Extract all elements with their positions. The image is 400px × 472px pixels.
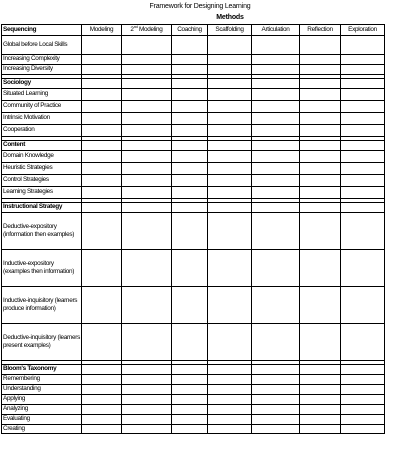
table-cell[interactable]	[208, 375, 252, 385]
column-header-articulation: Articulation	[252, 25, 300, 36]
table-cell[interactable]	[122, 324, 172, 361]
table-cell[interactable]	[252, 395, 300, 405]
row-label: Evaluating	[2, 415, 82, 425]
table-cell[interactable]	[122, 187, 172, 199]
table-cell[interactable]	[252, 415, 300, 425]
table-cell[interactable]	[341, 375, 385, 385]
table-row	[2, 250, 385, 287]
table-cell[interactable]	[208, 175, 252, 187]
table-cell[interactable]	[122, 79, 172, 89]
table-cell[interactable]	[341, 163, 385, 175]
table-cell[interactable]	[300, 141, 341, 151]
section-label-instructional-strategy: Instructional Strategy	[2, 203, 82, 213]
table-cell[interactable]	[82, 65, 122, 75]
table-cell[interactable]	[252, 151, 300, 163]
table-cell[interactable]	[208, 113, 252, 125]
column-header-second-modeling	[122, 25, 172, 36]
table-cell[interactable]	[252, 89, 300, 101]
table-cell[interactable]	[208, 415, 252, 425]
table-cell[interactable]	[341, 89, 385, 101]
table-header-row	[2, 25, 385, 36]
table-cell[interactable]	[341, 395, 385, 405]
column-header-second-modeling-sup: nd	[133, 24, 138, 29]
table-cell[interactable]	[122, 365, 172, 375]
column-header-second-modeling-label: Modeling	[137, 25, 163, 33]
table-cell[interactable]	[252, 163, 300, 175]
table-row	[2, 213, 385, 250]
table-cell[interactable]	[300, 395, 341, 405]
table-row	[2, 187, 385, 199]
table-cell[interactable]	[252, 324, 300, 361]
table-cell[interactable]	[122, 55, 172, 65]
table-cell[interactable]	[300, 415, 341, 425]
table-cell[interactable]	[82, 385, 122, 395]
table-cell[interactable]	[82, 365, 122, 375]
table-cell[interactable]	[341, 113, 385, 125]
row-label: Control Strategies	[2, 175, 82, 187]
column-header-second-modeling-prefix: 2	[130, 25, 134, 33]
table-cell[interactable]	[252, 385, 300, 395]
table-cell[interactable]	[82, 125, 122, 137]
table-row	[2, 287, 385, 324]
table-cell[interactable]	[122, 250, 172, 287]
table-cell[interactable]	[341, 415, 385, 425]
framework-table	[1, 24, 385, 434]
table-cell[interactable]	[341, 151, 385, 163]
table-cell[interactable]	[252, 250, 300, 287]
table-cell[interactable]	[172, 187, 208, 199]
table-cell[interactable]	[122, 89, 172, 101]
table-cell[interactable]	[122, 425, 172, 434]
table-cell[interactable]	[82, 213, 122, 250]
table-cell[interactable]	[300, 213, 341, 250]
section-header-row-content	[2, 141, 385, 151]
section-header-row-sociology	[2, 79, 385, 89]
table-cell[interactable]	[252, 101, 300, 113]
row-label: Deductive-inquisitory (learners present examples)	[2, 324, 82, 361]
table-row	[2, 151, 385, 163]
column-header-exploration: Exploration	[341, 25, 385, 36]
table-cell[interactable]	[252, 79, 300, 89]
table-cell[interactable]	[300, 375, 341, 385]
table-cell[interactable]	[82, 375, 122, 385]
table-cell[interactable]	[172, 151, 208, 163]
table-cell[interactable]	[208, 101, 252, 113]
table-cell[interactable]	[172, 79, 208, 89]
table-cell[interactable]	[82, 187, 122, 199]
table-cell[interactable]	[300, 101, 341, 113]
section-header-row-blooms-taxonomy	[2, 365, 385, 375]
row-label: Inductive-expository (examples then information)	[2, 250, 82, 287]
table-cell[interactable]	[252, 405, 300, 415]
table-cell[interactable]	[252, 213, 300, 250]
table-cell[interactable]	[172, 250, 208, 287]
row-label: Understanding	[2, 385, 82, 395]
table-cell[interactable]	[82, 163, 122, 175]
table-cell[interactable]	[300, 89, 341, 101]
table-cell[interactable]	[82, 395, 122, 405]
table-cell[interactable]	[208, 213, 252, 250]
table-cell[interactable]	[208, 395, 252, 405]
table-cell[interactable]	[208, 425, 252, 434]
table-cell[interactable]	[122, 101, 172, 113]
table-cell[interactable]	[341, 287, 385, 324]
table-cell[interactable]	[208, 385, 252, 395]
table-cell[interactable]	[172, 375, 208, 385]
table-cell[interactable]	[172, 425, 208, 434]
table-cell[interactable]	[208, 55, 252, 65]
table-cell[interactable]	[172, 89, 208, 101]
row-label: Domain Knowledge	[2, 151, 82, 163]
table-cell[interactable]	[82, 324, 122, 361]
table-cell[interactable]	[341, 405, 385, 415]
table-cell[interactable]	[172, 287, 208, 324]
row-label: Situated Learning	[2, 89, 82, 101]
table-cell[interactable]	[172, 395, 208, 405]
table-cell[interactable]	[82, 405, 122, 415]
row-label: Deductive-expository (information then examples)	[2, 213, 82, 250]
table-cell[interactable]	[341, 187, 385, 199]
row-label: Intrinsic Motivation	[2, 113, 82, 125]
table-cell[interactable]	[122, 375, 172, 385]
table-cell[interactable]	[300, 113, 341, 125]
table-cell[interactable]	[82, 101, 122, 113]
table-cell[interactable]	[252, 287, 300, 324]
row-label: Remembering	[2, 375, 82, 385]
table-cell[interactable]	[82, 36, 122, 55]
table-row	[2, 65, 385, 75]
table-cell[interactable]	[208, 36, 252, 55]
row-label: Creating	[2, 425, 82, 434]
table-cell[interactable]	[300, 79, 341, 89]
table-row	[2, 101, 385, 113]
table-cell[interactable]	[341, 250, 385, 287]
column-header-coaching: Coaching	[172, 25, 208, 36]
table-cell[interactable]	[172, 101, 208, 113]
table-row	[2, 385, 385, 395]
table-cell[interactable]	[341, 365, 385, 375]
table-cell[interactable]	[208, 187, 252, 199]
table-cell[interactable]	[172, 324, 208, 361]
document-title: Framework for Designing Learning	[149, 3, 251, 10]
table-cell[interactable]	[341, 425, 385, 434]
table-cell[interactable]	[172, 175, 208, 187]
table-cell[interactable]	[208, 79, 252, 89]
row-label: Learning Strategies	[2, 187, 82, 199]
table-cell[interactable]	[341, 324, 385, 361]
row-label: Community of Practice	[2, 101, 82, 113]
row-label: Heuristic Strategies	[2, 163, 82, 175]
table-row	[2, 175, 385, 187]
table-row	[2, 163, 385, 175]
table-row	[2, 405, 385, 415]
table-cell[interactable]	[341, 385, 385, 395]
table-cell[interactable]	[122, 175, 172, 187]
table-cell[interactable]	[122, 385, 172, 395]
table-cell[interactable]	[300, 55, 341, 65]
table-cell[interactable]	[172, 36, 208, 55]
table-cell[interactable]	[82, 151, 122, 163]
table-cell[interactable]	[122, 405, 172, 415]
table-cell[interactable]	[208, 151, 252, 163]
table-cell[interactable]	[300, 125, 341, 137]
table-cell[interactable]	[122, 141, 172, 151]
column-header-reflection: Reflection	[300, 25, 341, 36]
row-label: Global before Local Skills	[2, 36, 82, 55]
table-cell[interactable]	[252, 55, 300, 65]
table-cell[interactable]	[82, 141, 122, 151]
table-cell[interactable]	[172, 163, 208, 175]
table-cell[interactable]	[122, 113, 172, 125]
table-row	[2, 324, 385, 361]
table-cell[interactable]	[252, 141, 300, 151]
table-cell[interactable]	[252, 425, 300, 434]
table-cell[interactable]	[341, 141, 385, 151]
table-cell[interactable]	[122, 36, 172, 55]
table-cell[interactable]	[300, 36, 341, 55]
table-cell[interactable]	[122, 287, 172, 324]
table-cell[interactable]	[82, 287, 122, 324]
table-cell[interactable]	[252, 175, 300, 187]
table-cell[interactable]	[82, 250, 122, 287]
table-row	[2, 36, 385, 55]
corner-header-sequencing: Sequencing	[2, 25, 82, 36]
table-cell[interactable]	[341, 101, 385, 113]
table-cell[interactable]	[172, 125, 208, 137]
table-cell[interactable]	[82, 425, 122, 434]
table-row	[2, 113, 385, 125]
table-cell[interactable]	[341, 175, 385, 187]
table-cell[interactable]	[172, 203, 208, 213]
table-cell[interactable]	[122, 125, 172, 137]
table-cell[interactable]	[300, 385, 341, 395]
table-cell[interactable]	[172, 415, 208, 425]
table-cell[interactable]	[252, 187, 300, 199]
table-cell[interactable]	[122, 151, 172, 163]
table-cell[interactable]	[172, 213, 208, 250]
section-header-row-instructional-strategy	[2, 203, 385, 213]
table-cell[interactable]	[82, 79, 122, 89]
section-label-blooms-taxonomy: Bloom's Taxonomy	[2, 365, 82, 375]
methods-heading: Methods	[216, 14, 244, 21]
table-cell[interactable]	[208, 141, 252, 151]
table-cell[interactable]	[208, 89, 252, 101]
table-cell[interactable]	[82, 89, 122, 101]
table-cell[interactable]	[172, 365, 208, 375]
table-cell[interactable]	[252, 113, 300, 125]
table-cell[interactable]	[300, 203, 341, 213]
table-cell[interactable]	[300, 65, 341, 75]
table-cell[interactable]	[122, 395, 172, 405]
table-cell[interactable]	[341, 125, 385, 137]
table-cell[interactable]	[300, 250, 341, 287]
table-cell[interactable]	[82, 415, 122, 425]
table-row	[2, 55, 385, 65]
table-row	[2, 415, 385, 425]
table-cell[interactable]	[122, 415, 172, 425]
table-cell[interactable]	[82, 55, 122, 65]
table-cell[interactable]	[208, 65, 252, 75]
table-cell[interactable]	[341, 79, 385, 89]
table-cell[interactable]	[300, 425, 341, 434]
table-cell[interactable]	[341, 203, 385, 213]
table-cell[interactable]	[172, 65, 208, 75]
row-label: Applying	[2, 395, 82, 405]
table-cell[interactable]	[341, 213, 385, 250]
table-cell[interactable]	[208, 324, 252, 361]
table-cell[interactable]	[208, 250, 252, 287]
table-row	[2, 125, 385, 137]
table-cell[interactable]	[300, 175, 341, 187]
table-cell[interactable]	[122, 65, 172, 75]
table-cell[interactable]	[172, 385, 208, 395]
table-cell[interactable]	[208, 125, 252, 137]
table-row	[2, 425, 385, 434]
table-cell[interactable]	[252, 203, 300, 213]
table-cell[interactable]	[300, 405, 341, 415]
table-cell[interactable]	[172, 55, 208, 65]
table-cell[interactable]	[252, 125, 300, 137]
table-cell[interactable]	[208, 287, 252, 324]
table-cell[interactable]	[252, 65, 300, 75]
section-label-content: Content	[2, 141, 82, 151]
table-cell[interactable]	[122, 213, 172, 250]
table-cell[interactable]	[82, 175, 122, 187]
section-label-sociology: Sociology	[2, 79, 82, 89]
column-header-scaffolding: Scaffolding	[208, 25, 252, 36]
table-cell[interactable]	[252, 36, 300, 55]
table-cell[interactable]	[208, 163, 252, 175]
table-cell[interactable]	[300, 163, 341, 175]
row-label: Analyzing	[2, 405, 82, 415]
row-label: Cooperation	[2, 125, 82, 137]
row-label: Increasing Diversity	[2, 65, 82, 75]
row-label: Increasing Complexity	[2, 55, 82, 65]
table-row	[2, 89, 385, 101]
table-cell[interactable]	[208, 405, 252, 415]
table-cell[interactable]	[300, 187, 341, 199]
table-cell[interactable]	[208, 365, 252, 375]
column-header-modeling: Modeling	[82, 25, 122, 36]
table-row	[2, 395, 385, 405]
table-cell[interactable]	[300, 287, 341, 324]
table-cell[interactable]	[172, 405, 208, 415]
table-cell[interactable]	[122, 163, 172, 175]
row-label: Inductive-inquisitory (learners produce information)	[2, 287, 82, 324]
table-cell[interactable]	[122, 203, 172, 213]
table-cell[interactable]	[172, 113, 208, 125]
table-cell[interactable]	[208, 203, 252, 213]
table-cell[interactable]	[300, 365, 341, 375]
table-cell[interactable]	[300, 151, 341, 163]
table-cell[interactable]	[300, 324, 341, 361]
table-cell[interactable]	[341, 55, 385, 65]
table-cell[interactable]	[341, 36, 385, 55]
table-cell[interactable]	[252, 365, 300, 375]
table-cell[interactable]	[82, 203, 122, 213]
table-row	[2, 375, 385, 385]
table-cell[interactable]	[341, 65, 385, 75]
table-cell[interactable]	[252, 375, 300, 385]
table-cell[interactable]	[82, 113, 122, 125]
table-cell[interactable]	[172, 141, 208, 151]
